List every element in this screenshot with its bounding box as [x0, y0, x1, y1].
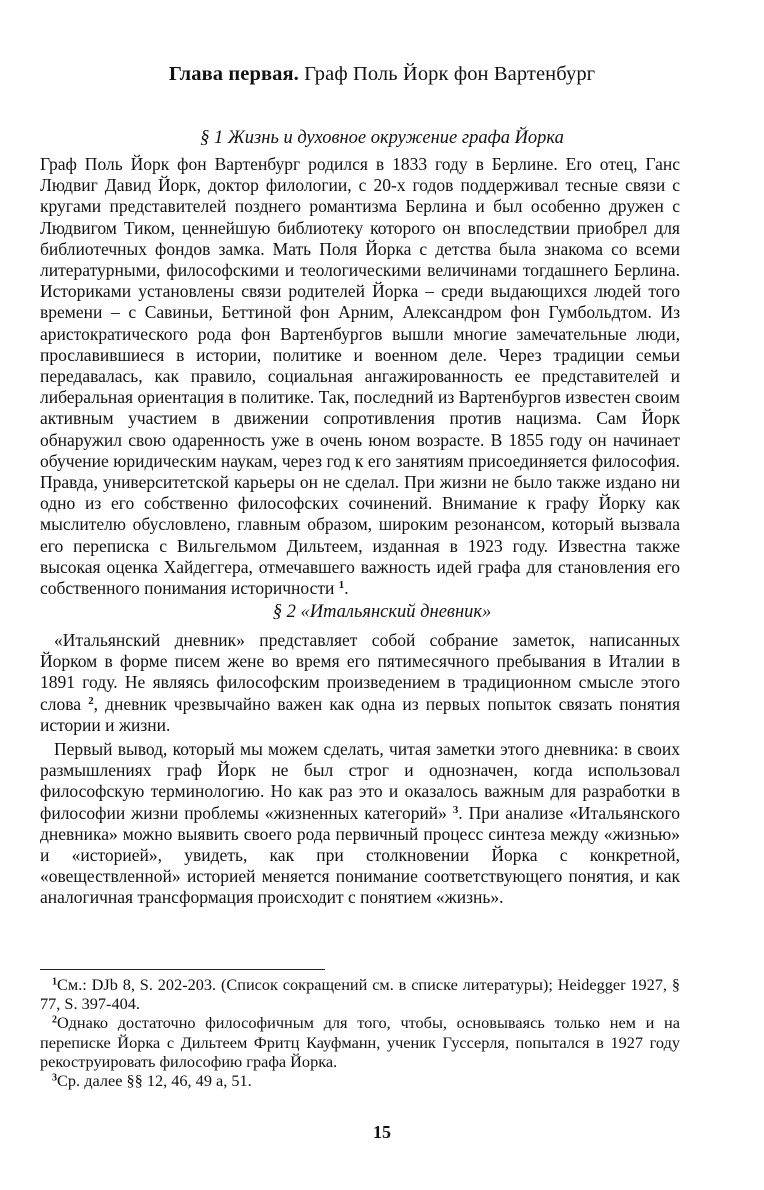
- chapter-title: Граф Поль Йорк фон Вартенбург: [304, 63, 596, 85]
- footnote-ref: 3: [452, 803, 459, 816]
- footnotes: [40, 975, 680, 1090]
- footnote-ref: 1: [338, 579, 345, 592]
- footnote-divider: [40, 969, 325, 970]
- footnote: [40, 975, 680, 1013]
- footnote: [40, 1071, 680, 1090]
- paragraph-text-end: . При анализе «Итальянского дневника» можно выявить своего рода первичный процесс синтеза между «жизнью» и «историей», увидеть, как при столкновении Йорка с конкретной, «овеществленной» историей меняется понимание соответствующего понятия, и как аналогичная трансформация происходит с понятием «жизнь».: [40, 802, 681, 908]
- chapter-heading: [0, 63, 764, 86]
- footnote-text: Ср. далее §§ 12, 46, 49 а, 51.: [57, 1071, 252, 1091]
- footnote-ref: 2: [88, 694, 94, 707]
- footnote-mark: 3: [52, 1072, 58, 1084]
- paragraph-text: Граф Поль Йорк фон Вартенбург родился в 1833 году в Берлине. Его отец, Ганс Людвиг Давид Йорк, доктор филологии, с 20-х годов поддерживал тесные связи с кругами представителей позднего романтизма Берлина и был особенно дружен с Людвигом Тиком, ценнейшую библиотеку которого он впоследствии приобрел для библиотечных фондов замка. Мать Поля Йорка с детства была знакома со всеми литературными, философскими и теологическими величинами тогдашнего Берлина. Историками установлены связи родителей Йорка – среди выдающихся людей того времени – с Савиньи, Беттиной фон Арним, Александром фон Гумбольдтом. Из аристократического рода фон Вартенбургов вышли многие замечательные люди, прославившиеся в истории, политике и военном деле. Через традиции семьи передавалась, как правило, социальная ангажированность ее представителей и либеральная ориентация в политике. Так, последний из Вартенбургов известен своим активным участием в движении сопротивления против нацизма. Сам Йорк обнаружил свою одаренность уже в очень юном возрасте. В 1855 году он начинает обучение юридическим наукам, через год к его занятиям присоединяется философия. Правда, университетской карьеры он не сделал. При жизни не было также издано ни одно из его собственно философских сочинений. Внимание к графу Йорку как мыслителю обусловлено, главным образом, широким резонансом, который вызвала его переписка с Вильгельмом Дильтеем, изданная в 1923 году. Известна также высокая оценка Хайдеггера, отмечавшего важность идей графа для становления его собственного понимания историчности: [40, 154, 680, 599]
- paragraph-text: «Итальянский дневник» представляет собой собрание заметок, написанных Йорком в форме писем жене во время его пятимесячного пребывания в Италии в 1891 году. Не являясь философским произведением в традиционном смысле этого слова: [40, 630, 680, 714]
- section-1-body: [40, 154, 680, 599]
- chapter-label: Глава первая.: [168, 63, 299, 85]
- section-2-heading: § 2 «Итальянский дневник»: [272, 602, 492, 622]
- paragraph-text-end: .: [344, 578, 349, 599]
- paragraph-text-end: , дневник чрезвычайно важен как одна из первых попыток связать понятия истории и жизни.: [40, 693, 680, 735]
- section-2-body: [40, 630, 680, 909]
- footnote-text: Однако достаточно философичным для того, чтобы, основываясь только нем и на переписке Йорка с Дильтеем Фритц Кауфманн, ученик Гуссерля, попытался в 1927 году рекоструировать философию графа Йорка.: [40, 1013, 680, 1071]
- footnote: [40, 1013, 680, 1071]
- paragraph: [40, 630, 680, 736]
- footnote-mark: 2: [52, 1014, 58, 1026]
- paragraph: [40, 739, 680, 909]
- footnote-mark: 1: [52, 976, 58, 988]
- section-1-heading: § 1 Жизнь и духовное окружение графа Йорка: [200, 128, 564, 148]
- paragraph: [40, 154, 680, 599]
- page-number: 15: [373, 1122, 391, 1142]
- paragraph-text: Первый вывод, который мы можем сделать, читая заметки этого дневника: в своих размышлениях граф Йорк не был строг и однозначен, когда использовал философскую терминологию. Но как раз это и оказалось важным для разработки в философии жизни проблемы «жизненных категорий»: [40, 739, 680, 823]
- footnote-text: См.: DJb 8, S. 202-203. (Список сокращений см. в списке литературы); Heidegger 1927, § 77, S. 397-404.: [40, 975, 680, 1014]
